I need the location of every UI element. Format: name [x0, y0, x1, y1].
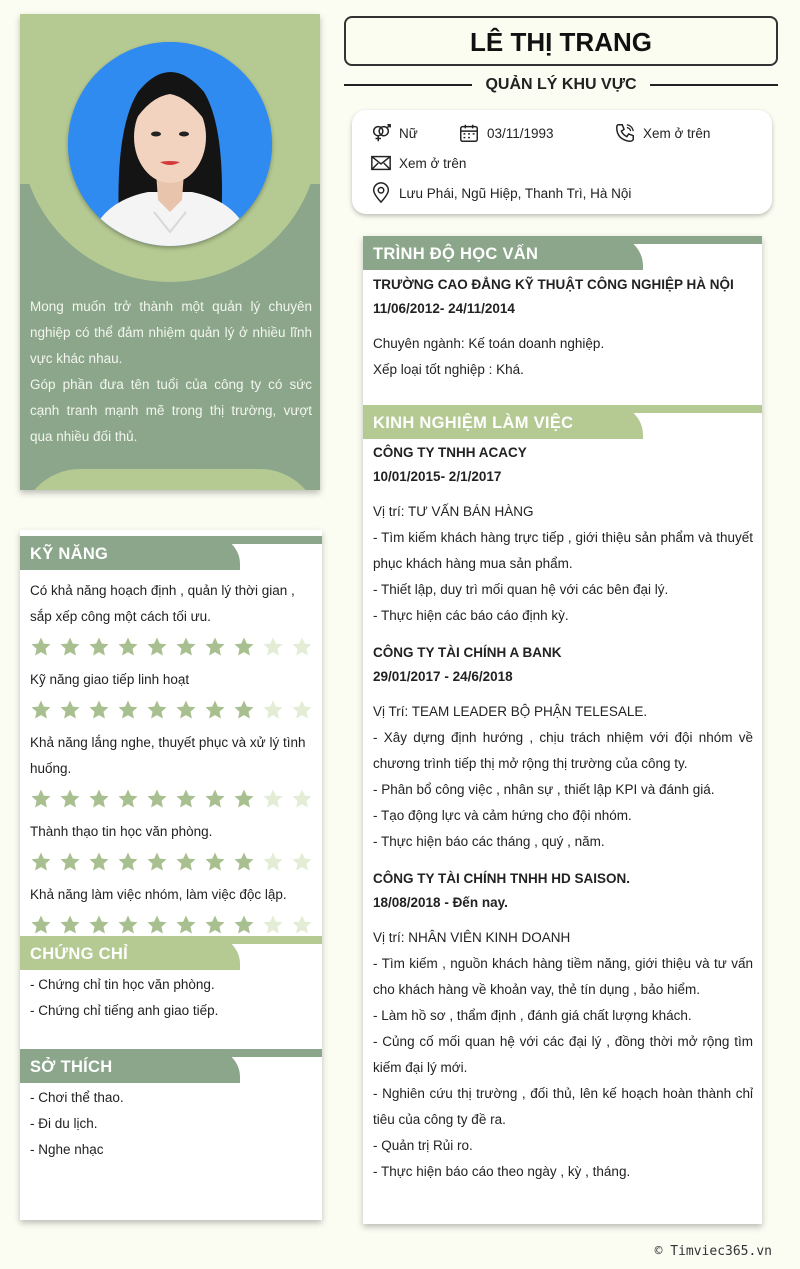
star-filled-icon — [146, 699, 168, 721]
star-filled-icon — [146, 914, 168, 936]
skill-rating — [30, 788, 314, 810]
job-duty: - Quản trị Rủi ro. — [373, 1138, 473, 1153]
skill-item — [30, 730, 314, 810]
star-filled-icon — [30, 636, 52, 658]
job-duty: - Thực hiện các báo cáo định kỳ. — [373, 608, 569, 623]
skill-item — [30, 819, 314, 873]
job-entry — [373, 441, 753, 629]
star-filled-icon — [30, 914, 52, 936]
hobby-item: - Nghe nhạc — [30, 1142, 104, 1157]
skill-item — [30, 578, 314, 658]
skill-name: Có khả năng hoạch định , quản lý thời gian , sắp xếp công một cách tối ưu. — [30, 583, 295, 624]
left-info-card — [20, 530, 322, 1220]
hobbies-heading — [20, 1049, 322, 1083]
skill-name: Khả năng lắng nghe, thuyết phục và xử lý tình huống. — [30, 735, 306, 776]
education-entry — [373, 273, 753, 383]
certificate-item: - Chứng chỉ tiếng anh giao tiếp. — [30, 1003, 219, 1018]
star-filled-icon — [175, 699, 197, 721]
job-duty: - Phân bổ công việc , nhân sự , thiết lập KPI và đánh giá. — [373, 782, 715, 797]
star-filled-icon — [117, 699, 139, 721]
location-pin-icon — [370, 182, 392, 204]
star-empty-icon — [262, 788, 284, 810]
job-entry — [373, 867, 753, 1185]
star-filled-icon — [233, 636, 255, 658]
company-name: CÔNG TY TÀI CHÍNH A BANK — [373, 645, 562, 660]
star-filled-icon — [88, 914, 110, 936]
job-duty: - Làm hồ sơ , thẩm định , đánh giá chất lượng khách. — [373, 1008, 692, 1023]
job-title: QUẢN LÝ KHU VỰC — [485, 76, 637, 93]
job-duty: - Thiết lập, duy trì mối quan hệ với các bên đại lý. — [373, 582, 669, 597]
star-filled-icon — [233, 699, 255, 721]
job-duty: - Củng cố mối quan hệ với các đại lý , đồng thời mở rộng tìm kiếm đại lý mới. — [373, 1034, 753, 1075]
profile-card — [20, 14, 320, 490]
star-filled-icon — [117, 788, 139, 810]
job-entry — [373, 641, 753, 855]
star-filled-icon — [59, 788, 81, 810]
skill-rating — [30, 914, 314, 936]
star-filled-icon — [59, 699, 81, 721]
star-filled-icon — [59, 914, 81, 936]
calendar-icon — [458, 122, 480, 144]
job-period: 18/08/2018 - Đến nay. — [373, 895, 508, 910]
star-filled-icon — [88, 788, 110, 810]
profile-bottom-arc — [20, 469, 320, 490]
certificates-heading — [20, 936, 322, 970]
star-empty-icon — [262, 914, 284, 936]
star-filled-icon — [204, 699, 226, 721]
star-filled-icon — [30, 699, 52, 721]
avatar-photo — [68, 42, 272, 246]
job-period: 10/01/2015- 2/1/2017 — [373, 469, 502, 484]
star-filled-icon — [175, 636, 197, 658]
objective-line: Mong muốn trở thành một quản lý chuyên nghiệp có thể đảm nhiệm quản lý ở nhiều lĩnh vực khác nhau. — [30, 299, 312, 366]
star-filled-icon — [233, 851, 255, 873]
contact-gender — [370, 121, 418, 145]
birthday-value: 03/11/1993 — [487, 125, 554, 141]
star-empty-icon — [262, 636, 284, 658]
education-heading — [363, 236, 762, 270]
gender-value: Nữ — [399, 125, 418, 141]
contact-card — [352, 110, 772, 214]
section-title: CHỨNG CHỈ — [20, 936, 240, 970]
section-title: KINH NGHIỆM LÀM VIỆC — [363, 405, 643, 439]
star-filled-icon — [59, 636, 81, 658]
hobby-item: - Đi du lịch. — [30, 1116, 98, 1131]
right-main-card — [363, 236, 762, 1224]
star-filled-icon — [117, 636, 139, 658]
hobby-item: - Chơi thể thao. — [30, 1090, 124, 1105]
job-period: 29/01/2017 - 24/6/2018 — [373, 669, 513, 684]
star-filled-icon — [204, 636, 226, 658]
star-empty-icon — [291, 788, 313, 810]
skill-name: Kỹ năng giao tiếp linh hoạt — [30, 672, 190, 687]
experience-heading — [363, 405, 762, 439]
certificate-item: - Chứng chỉ tin học văn phòng. — [30, 977, 215, 992]
hobbies-list — [30, 1085, 314, 1163]
email-value: Xem ở trên — [399, 155, 467, 171]
star-empty-icon — [262, 851, 284, 873]
job-position: Vị trí: TƯ VẤN BÁN HÀNG — [373, 504, 534, 519]
company-name: CÔNG TY TNHH ACACY — [373, 445, 527, 460]
star-empty-icon — [291, 851, 313, 873]
star-filled-icon — [146, 851, 168, 873]
avatar — [68, 42, 272, 246]
skill-rating — [30, 699, 314, 721]
skill-item — [30, 882, 314, 936]
job-title-row — [344, 74, 778, 96]
gender-icon — [370, 122, 392, 144]
skill-rating — [30, 851, 314, 873]
job-duty: - Xây dựng định hướng , chịu trách nhiệm với đội nhóm về chương trình tiếp thị mở rộng thị trường của công ty. — [373, 730, 753, 771]
job-duty: - Nghiên cứu thị trường , đối thủ, lên kế hoạch hoàn thành chỉ tiêu của công ty đề ra. — [373, 1086, 753, 1127]
star-filled-icon — [117, 914, 139, 936]
skills-heading — [20, 536, 322, 570]
company-name: CÔNG TY TÀI CHÍNH TNHH HD SAISON. — [373, 871, 631, 886]
mail-icon — [370, 152, 392, 174]
star-filled-icon — [146, 788, 168, 810]
education-major: Chuyên ngành: Kế toán doanh nghiệp. — [373, 336, 605, 351]
skill-name: Khả năng làm việc nhóm, làm việc độc lập. — [30, 887, 287, 902]
star-filled-icon — [117, 851, 139, 873]
star-filled-icon — [30, 788, 52, 810]
skill-item — [30, 667, 314, 721]
section-title: KỸ NĂNG — [20, 536, 240, 570]
star-empty-icon — [291, 699, 313, 721]
star-empty-icon — [262, 699, 284, 721]
contact-birthday — [458, 121, 554, 145]
experience-list — [373, 441, 753, 1185]
school-name: TRƯỜNG CAO ĐẲNG KỸ THUẬT CÔNG NGHIỆP HÀ NỘI — [373, 277, 734, 292]
star-filled-icon — [30, 851, 52, 873]
star-filled-icon — [204, 914, 226, 936]
job-position: Vị Trí: TEAM LEADER BỘ PHẬN TELESALE. — [373, 704, 648, 719]
objective-line: Góp phần đưa tên tuổi của công ty có sức cạnh tranh mạnh mẽ trong thị trường, vượt qua nhiều đối thủ. — [30, 377, 312, 444]
phone-value: Xem ở trên — [643, 125, 711, 141]
skills-list — [30, 578, 314, 945]
certificates-list — [30, 972, 314, 1024]
job-position: Vị trí: NHÂN VIÊN KINH DOANH — [373, 930, 571, 945]
education-grade: Xếp loại tốt nghiệp : Khá. — [373, 362, 524, 377]
contact-phone — [614, 121, 710, 145]
job-duty: - Thực hiện báo cáo theo ngày , kỳ , tháng. — [373, 1164, 631, 1179]
phone-icon — [614, 122, 636, 144]
star-filled-icon — [204, 851, 226, 873]
star-filled-icon — [175, 851, 197, 873]
section-title: SỞ THÍCH — [20, 1049, 240, 1083]
star-filled-icon — [233, 914, 255, 936]
star-filled-icon — [233, 788, 255, 810]
job-duty: - Tìm kiếm khách hàng trực tiếp , giới thiệu sản phẩm và thuyết phục khách hàng mua sản phẩm. — [373, 530, 753, 571]
job-duty: - Tìm kiếm , nguồn khách hàng tiềm năng, giới thiệu và tư vấn cho khách hàng về khoản vay, thẻ tín dụng , bảo hiểm. — [373, 956, 753, 997]
job-duty: - Thực hiện báo các tháng , quý , năm. — [373, 834, 605, 849]
star-filled-icon — [204, 788, 226, 810]
star-filled-icon — [175, 788, 197, 810]
star-filled-icon — [146, 636, 168, 658]
star-filled-icon — [175, 914, 197, 936]
star-empty-icon — [291, 636, 313, 658]
candidate-name: LÊ THỊ TRANG — [344, 16, 778, 66]
footer-credit[interactable]: © Timviec365.vn — [654, 1244, 772, 1259]
education-period: 11/06/2012- 24/11/2014 — [373, 301, 515, 316]
skill-rating — [30, 636, 314, 658]
star-filled-icon — [88, 851, 110, 873]
star-filled-icon — [59, 851, 81, 873]
contact-email — [370, 151, 466, 175]
section-title: TRÌNH ĐỘ HỌC VẤN — [363, 236, 643, 270]
star-filled-icon — [88, 699, 110, 721]
contact-address — [370, 181, 631, 205]
star-empty-icon — [291, 914, 313, 936]
divider — [650, 84, 778, 86]
address-value: Lưu Phái, Ngũ Hiệp, Thanh Trì, Hà Nội — [399, 185, 632, 201]
job-duty: - Tạo động lực và cảm hứng cho đội nhóm. — [373, 808, 632, 823]
career-objective — [30, 294, 312, 450]
star-filled-icon — [88, 636, 110, 658]
skill-name: Thành thạo tin học văn phòng. — [30, 824, 213, 839]
